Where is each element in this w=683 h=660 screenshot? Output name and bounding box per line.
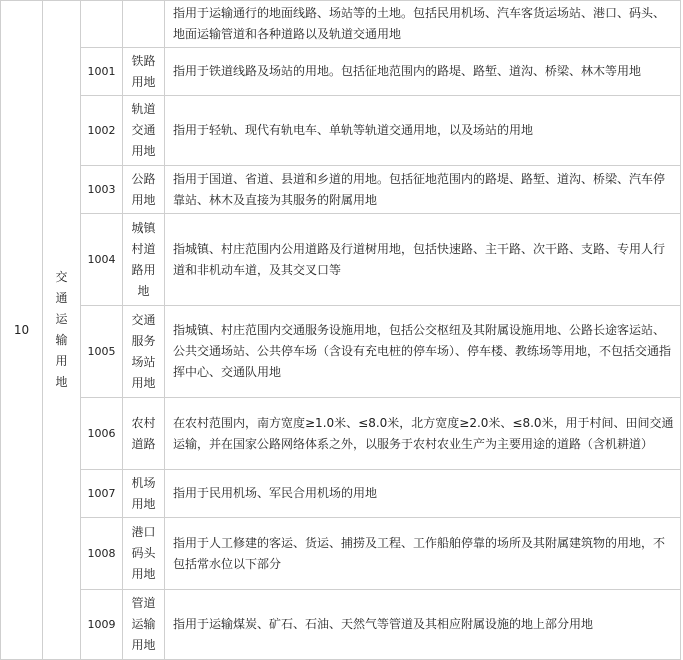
code-cell: 1006 bbox=[81, 398, 123, 470]
table-row bbox=[1, 398, 681, 470]
desc-cell: 指用于运输煤炭、矿石、石油、天然气等管道及其相应附属设施的地上部分用地 bbox=[165, 590, 681, 660]
desc-cell: 在农村范围内，南方宽度≥1.0米、≤8.0米，北方宽度≥2.0米、≤8.0米，用于村间、田间交通运输，并在国家公路网络体系之外，以服务于农村农业生产为主要用途的道路（含机耕道） bbox=[165, 398, 681, 470]
table-row bbox=[1, 590, 681, 660]
table-row bbox=[1, 48, 681, 96]
name-cell: 农村道路 bbox=[123, 398, 165, 470]
code-cell: 1008 bbox=[81, 518, 123, 590]
name-cell: 机场用地 bbox=[123, 470, 165, 518]
desc-cell: 指城镇、村庄范围内交通服务设施用地，包括公交枢纽及其附属设施用地、公路长途客运站、公共交通场站、公共停车场（含设有充电桩的停车场）、停车楼、教练场等用地，不包括交通指挥中心、交通队用地 bbox=[165, 306, 681, 398]
parent-name-cell: 交通运输用地 bbox=[43, 1, 81, 660]
code-cell: 1009 bbox=[81, 590, 123, 660]
name-cell: 城镇村道路用地 bbox=[123, 214, 165, 306]
code-cell: 1002 bbox=[81, 96, 123, 166]
table-row bbox=[1, 166, 681, 214]
desc-cell: 指城镇、村庄范围内公用道路及行道树用地，包括快速路、主干路、次干路、支路、专用人行道和非机动车道，及其交叉口等 bbox=[165, 214, 681, 306]
name-cell: 管道运输用地 bbox=[123, 590, 165, 660]
parent-desc-cell: 指用于运输通行的地面线路、场站等的土地。包括民用机场、汽车客货运场站、港口、码头、地面运输管道和各种道路以及轨道交通用地 bbox=[165, 1, 681, 48]
table-row bbox=[1, 470, 681, 518]
name-cell: 港口码头用地 bbox=[123, 518, 165, 590]
parent-code-cell: 10 bbox=[1, 1, 43, 660]
table-row bbox=[1, 1, 681, 48]
name-cell: 铁路用地 bbox=[123, 48, 165, 96]
desc-cell: 指用于轻轨、现代有轨电车、单轨等轨道交通用地，以及场站的用地 bbox=[165, 96, 681, 166]
table-row bbox=[1, 306, 681, 398]
desc-cell: 指用于铁道线路及场站的用地。包括征地范围内的路堤、路堑、道沟、桥梁、林木等用地 bbox=[165, 48, 681, 96]
table-row bbox=[1, 518, 681, 590]
code-cell: 1007 bbox=[81, 470, 123, 518]
table-row bbox=[1, 214, 681, 306]
code-cell: 1004 bbox=[81, 214, 123, 306]
name-cell: 公路用地 bbox=[123, 166, 165, 214]
desc-cell: 指用于国道、省道、县道和乡道的用地。包括征地范围内的路堤、路堑、道沟、桥梁、汽车停靠站、林木及直接为其服务的附属用地 bbox=[165, 166, 681, 214]
desc-cell: 指用于人工修建的客运、货运、捕捞及工程、工作船舶停靠的场所及其附属建筑物的用地，不包括常水位以下部分 bbox=[165, 518, 681, 590]
code-cell: 1005 bbox=[81, 306, 123, 398]
table-row bbox=[1, 96, 681, 166]
name-cell: 轨道交通用地 bbox=[123, 96, 165, 166]
code-cell: 1001 bbox=[81, 48, 123, 96]
desc-cell: 指用于民用机场、军民合用机场的用地 bbox=[165, 470, 681, 518]
empty-name-cell bbox=[123, 1, 165, 48]
code-cell: 1003 bbox=[81, 166, 123, 214]
name-cell: 交通服务场站用地 bbox=[123, 306, 165, 398]
empty-code-cell bbox=[81, 1, 123, 48]
